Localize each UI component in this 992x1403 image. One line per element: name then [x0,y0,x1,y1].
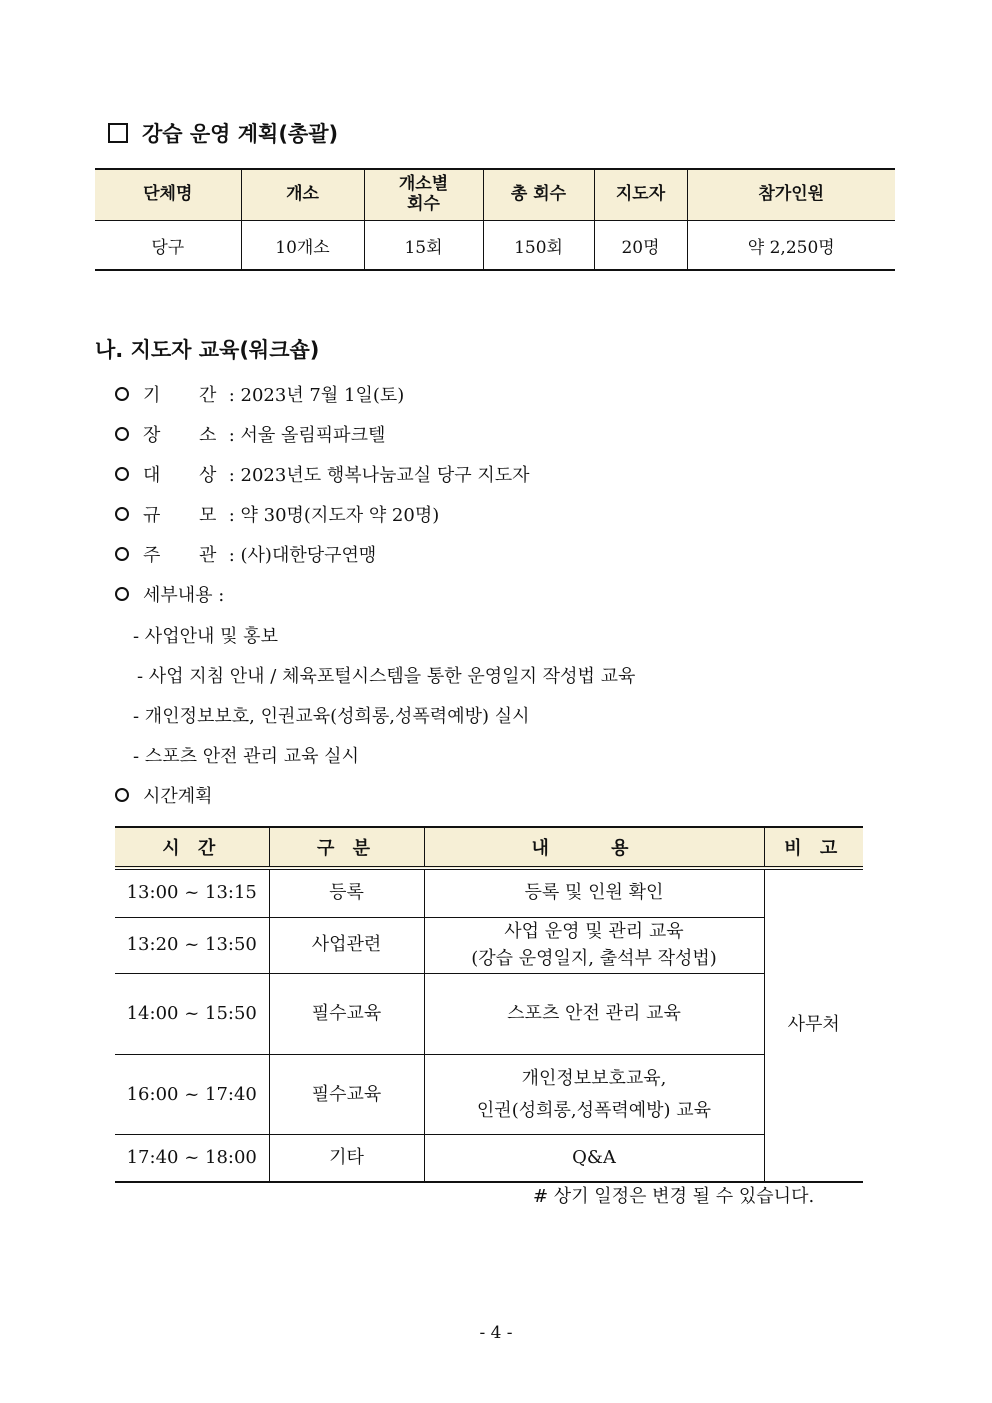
cell-time: 14:00 ~ 15:50 [115,974,269,1055]
header-time: 시 간 [115,827,269,868]
detail-label: 세부내용 : [115,581,224,607]
summary-table [95,168,895,271]
list-item: 장 소 : 서울 올림픽파크텔 [115,421,385,447]
schedule-footnote: # 상기 일정은 변경 될 수 있습니다. [533,1186,815,1207]
list-item: 주 관 : (사)대한당구연맹 [115,541,376,567]
cell-group-name: 당구 [95,221,241,271]
header-content: 내 용 [424,827,764,868]
cell-time: 16:00 ~ 17:40 [115,1055,269,1135]
cell-content: 스포츠 안전 관리 교육 [424,974,764,1055]
cell-category: 사업관련 [269,917,424,974]
table-row [115,1055,863,1135]
table-row [115,1135,863,1182]
circle-bullet-icon [115,427,129,441]
detail-line: - 사업안내 및 홍보 [133,626,278,647]
table-row [115,974,863,1055]
header-note: 비 고 [764,827,863,868]
checkbox-icon [108,123,128,143]
section-title-workshop: 나. 지도자 교육(워크숍) [95,338,320,362]
cell-content: 사업 운영 및 관리 교육 (강습 운영일지, 출석부 작성법) [424,917,764,974]
circle-bullet-icon [115,587,129,601]
table-row [115,868,863,917]
schedule-header-row [115,827,863,868]
circle-bullet-icon [115,788,129,802]
cell-time: 13:00 ~ 13:15 [115,868,269,917]
table-row [95,221,895,271]
detail-line: - 사업 지침 안내 / 체육포털시스템을 통한 운영일지 작성법 교육 [137,666,636,687]
cell-sites: 10개소 [241,221,364,271]
cell-time: 17:40 ~ 18:00 [115,1135,269,1182]
cell-total-sessions: 150회 [483,221,594,271]
header-sites: 개소 [241,169,364,221]
cell-category: 필수교육 [269,974,424,1055]
circle-bullet-icon [115,387,129,401]
circle-bullet-icon [115,507,129,521]
cell-instructors: 20명 [594,221,687,271]
summary-header-row [95,169,895,221]
cell-sessions-per-site: 15회 [364,221,483,271]
circle-bullet-icon [115,467,129,481]
list-item: 기 간 : 2023년 7월 1일(토) [115,381,404,407]
header-participants: 참가인원 [687,169,895,221]
circle-bullet-icon [115,547,129,561]
list-item: 규 모 : 약 30명(지도자 약 20명) [115,501,439,527]
header-group-name: 단체명 [95,169,241,221]
cell-content: Q&A [424,1135,764,1182]
header-instructors: 지도자 [594,169,687,221]
detail-line: - 개인정보보호, 인권교육(성희롱,성폭력예방) 실시 [133,706,530,727]
cell-content: 등록 및 인원 확인 [424,868,764,917]
header-sessions-per-site: 개소별 회수 [364,169,483,221]
header-category: 구 분 [269,827,424,868]
page-number: - 4 - [479,1323,513,1343]
schedule-table [115,826,863,1183]
cell-participants: 약 2,250명 [687,221,895,271]
detail-line: - 스포츠 안전 관리 교육 실시 [133,746,359,767]
cell-content: 개인정보보호교육, 인권(성희롱,성폭력예방) 교육 [424,1055,764,1135]
section-title-overall: 강습 운영 계획(총괄) [108,118,338,148]
table-row [115,917,863,974]
header-total-sessions: 총 회수 [483,169,594,221]
cell-note: 사무처 [764,868,863,1182]
cell-category: 등록 [269,868,424,917]
list-item: 대 상 : 2023년도 행복나눔교실 당구 지도자 [115,461,530,487]
cell-category: 기타 [269,1135,424,1182]
schedule-label: 시간계획 [115,782,213,808]
cell-time: 13:20 ~ 13:50 [115,917,269,974]
cell-category: 필수교육 [269,1055,424,1135]
